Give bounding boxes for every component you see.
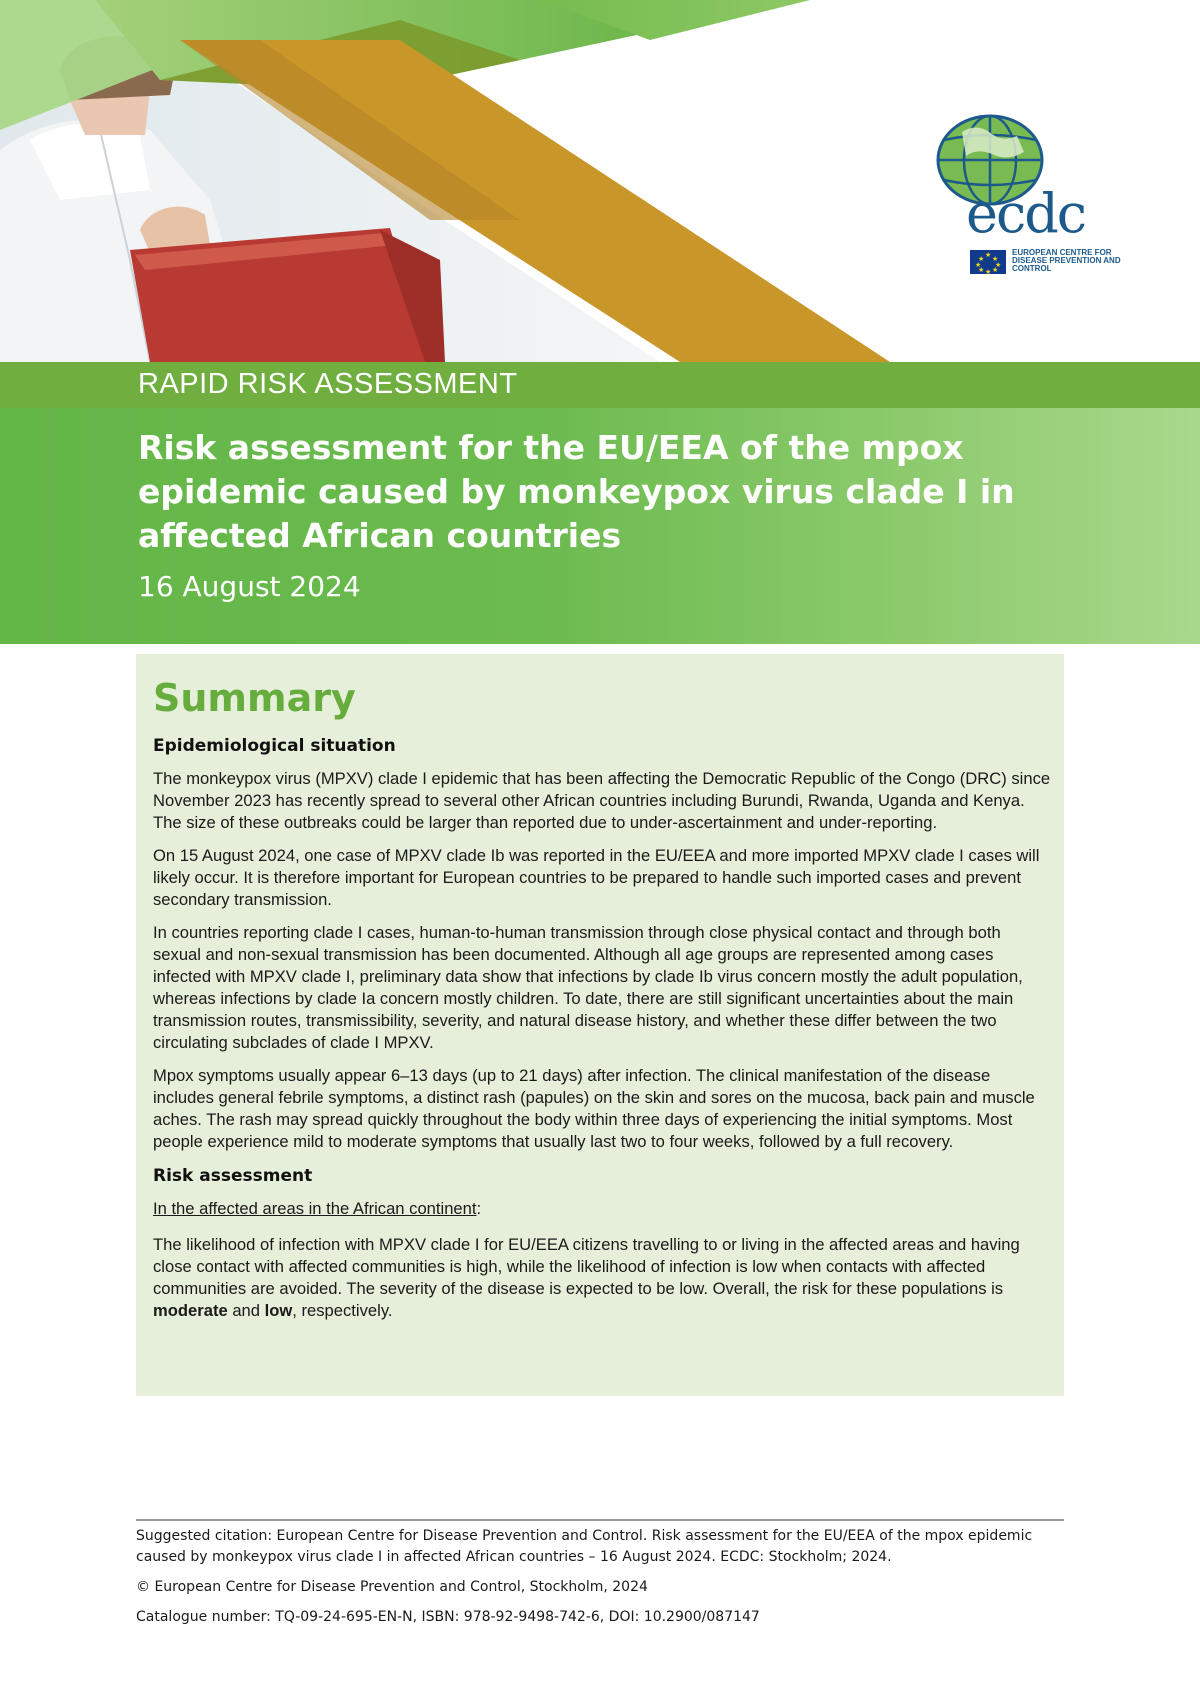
- summary-paragraph-4: Mpox symptoms usually appear 6–13 days (up to 21 days) after infection. The clinical manifestation of the disease includes general febrile symptoms, a distinct rash (papules) on the skin and sores on the mucosa, back pain and muscle aches. The rash may spread quickly throughout the body within three days of experiencing the initial symptoms. Most people experience mild to moderate symptoms that usually last two to four weeks, followed by a full recovery.: [153, 1066, 1035, 1151]
- logo-wordmark: ecdc: [966, 182, 1086, 245]
- summary-heading: Summary: [153, 676, 356, 720]
- affected-areas-label: In the affected areas in the African continent: [153, 1199, 477, 1218]
- subheading-colon: :: [476, 1199, 482, 1218]
- risk-level-moderate: moderate: [153, 1301, 228, 1320]
- risk-assessment-heading: Risk assessment: [153, 1166, 313, 1186]
- cover-image: [0, 0, 1200, 362]
- risk-paragraph: [153, 1234, 1051, 1322]
- document-type-band: [0, 362, 1200, 408]
- risk-level-low: low: [264, 1301, 293, 1320]
- footer-divider: [136, 1519, 1064, 1521]
- document-type-label: RAPID RISK ASSESSMENT: [138, 368, 518, 400]
- summary-paragraph-3: In countries reporting clade I cases, human-to-human transmission through close physical contact and through both sexual and non-sexual transmission has been documented. Although all age groups are represented among cases infected with MPXV clade I, preliminary data show that infections by clade Ib virus concern mostly the adult population, whereas infections by clade Ia concern mostly children. To date, there are still significant uncertainties about the main transmission routes, transmissibility, severity, and natural disease history, and whether these differ between the two circulating subclades of clade I MPXV.: [153, 923, 1023, 1052]
- copyright-notice: © European Centre for Disease Prevention and Control, Stockholm, 2024: [136, 1579, 648, 1595]
- catalogue-number: Catalogue number: TQ-09-24-695-EN-N, ISBN: 978-92-9498-742-6, DOI: 10.2900/087147: [136, 1609, 760, 1625]
- suggested-citation: Suggested citation: European Centre for Disease Prevention and Control. Risk assessment for the EU/EEA of the mpox epidemic caused by monkeypox virus clade I in affected African countries – 16 August 2024. ECDC: Stockholm; 2024.: [136, 1528, 1033, 1565]
- logo-caption: EUROPEAN CENTRE FOR DISEASE PREVENTION AND CONTROL: [1012, 248, 1121, 273]
- footer: [136, 1526, 1076, 1637]
- affected-areas-subheading: [153, 1198, 1051, 1220]
- summary-paragraph-1: The monkeypox virus (MPXV) clade I epidemic that has been affecting the Democratic Republic of the Congo (DRC) since November 2023 has recently spread to several other African countries including Burundi, Rwanda, Uganda and Kenya. The size of these outbreaks could be larger than reported due to under-ascertainment and under-reporting.: [153, 769, 1051, 832]
- epidemiological-situation-heading: Epidemiological situation: [153, 736, 396, 756]
- ecdc-logo: [930, 112, 1130, 282]
- summary-box: [136, 654, 1064, 1396]
- document-title: Risk assessment for the EU/EEA of the mpox epidemic caused by monkeypox virus clade I in affected African countries: [138, 428, 1015, 555]
- risk-text-and: and: [227, 1301, 265, 1320]
- summary-paragraph-2: On 15 August 2024, one case of MPXV clade Ib was reported in the EU/EEA and more imported MPXV clade I cases will likely occur. It is therefore important for European countries to be prepared to handle such imported cases and prevent secondary transmission.: [153, 846, 1040, 909]
- title-band: [0, 408, 1200, 644]
- eu-flag-icon: ★ ★ ★ ★ ★ ★ ★ ★: [970, 250, 1006, 274]
- risk-text-start: The likelihood of infection with MPXV clade I for EU/EEA citizens travelling to or living in the affected areas and having close contact with affected communities is high, while the likelihood of infection is low when contacts with affected communities are avoided. The severity of the disease is expected to be low. Overall, the risk for these populations is: [153, 1235, 1020, 1298]
- risk-text-end: , respectively.: [292, 1301, 393, 1320]
- document-date: 16 August 2024: [138, 570, 361, 603]
